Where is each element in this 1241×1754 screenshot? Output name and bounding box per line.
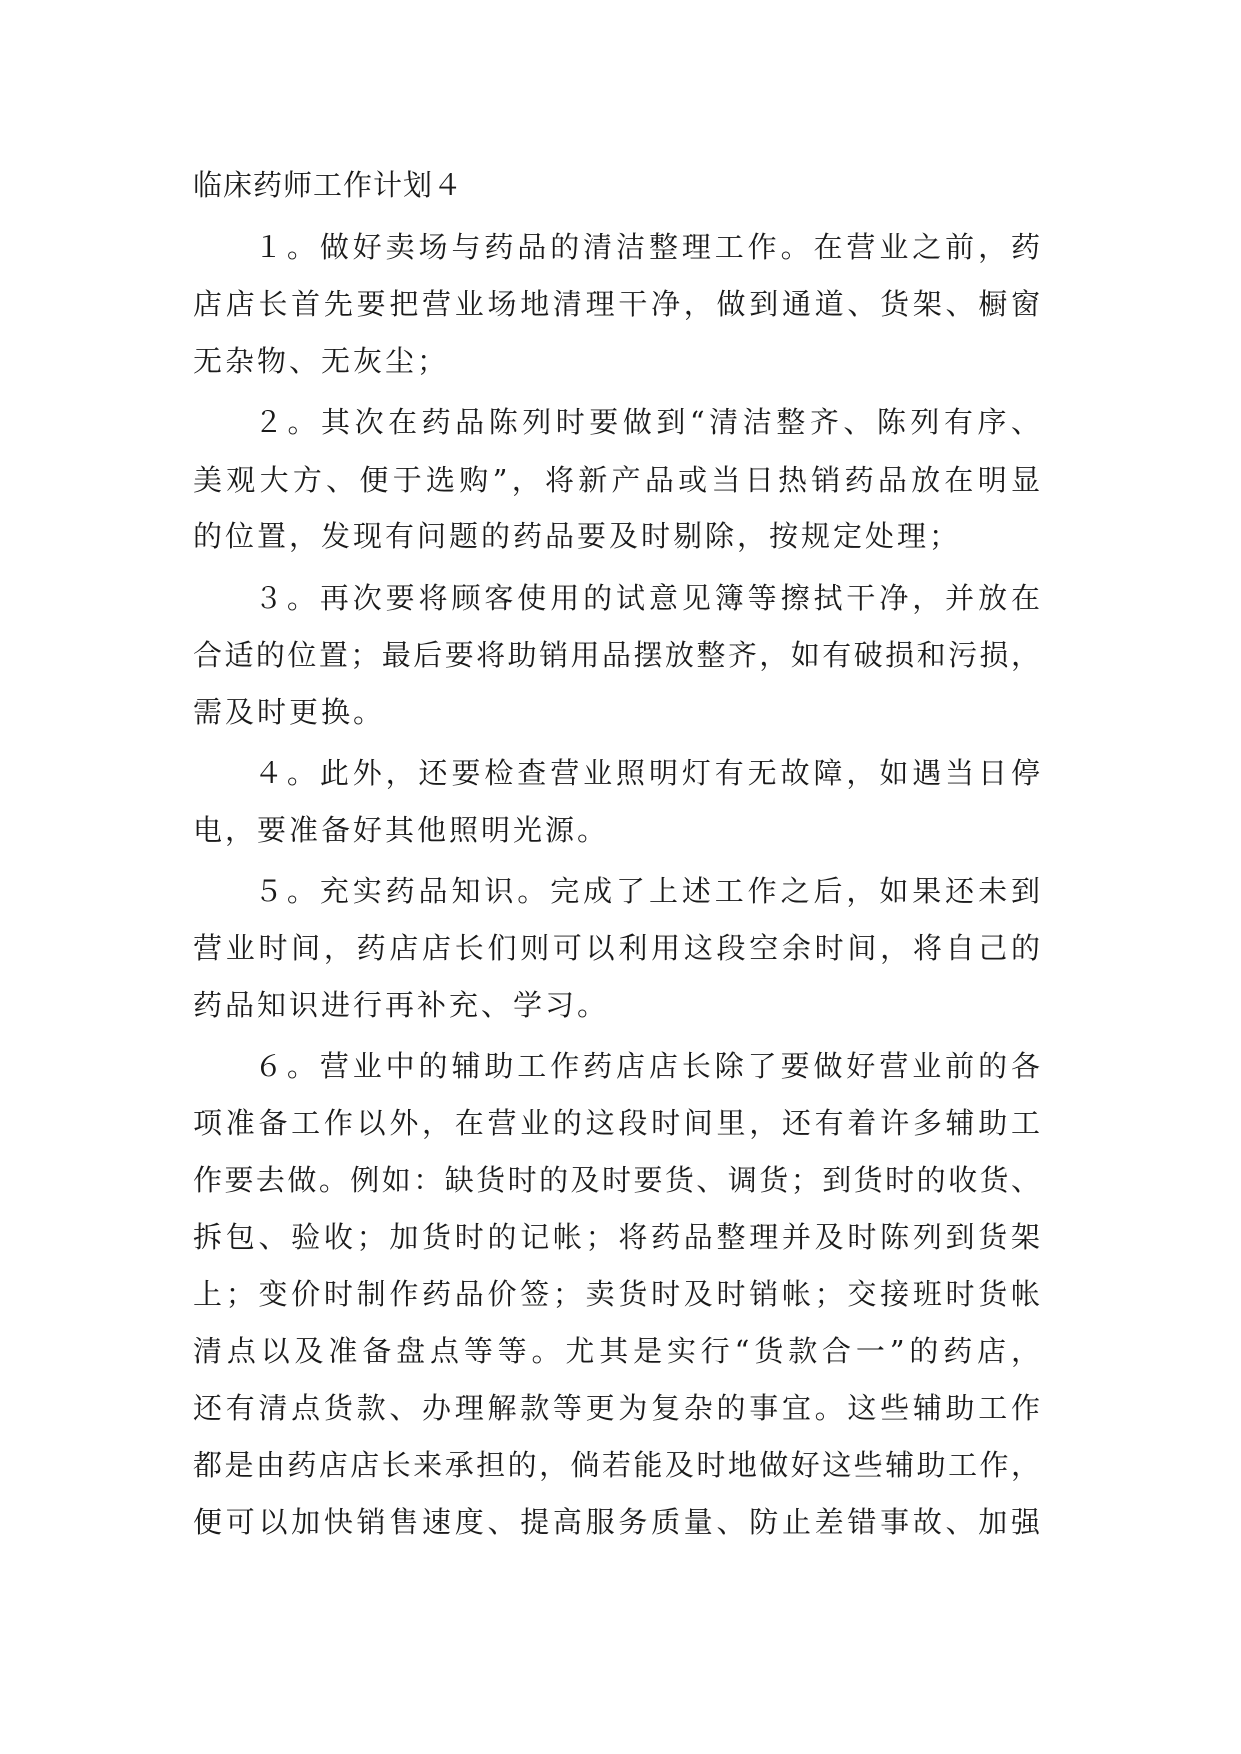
paragraph-6-line-6: 清点以及准备盘点等等。尤其是实行“货款合一”的药店，: [193, 1334, 1040, 1368]
paragraph-6-line-4: 拆包、验收；加货时的记帐；将药品整理并及时陈列到货架: [193, 1220, 1040, 1254]
paragraph-5-line-1: ５。充实药品知识。完成了上述工作之后，如果还未到: [254, 874, 1040, 908]
paragraph-6-line-7: 还有清点货款、办理解款等更为复杂的事宜。这些辅助工作: [193, 1391, 1040, 1425]
paragraph-1-line-1: １。做好卖场与药品的清洁整理工作。在营业之前，药: [254, 230, 1040, 264]
paragraph-6-line-1: ６。营业中的辅助工作药店店长除了要做好营业前的各: [254, 1049, 1040, 1083]
paragraph-3-line-2: 合适的位置；最后要将助销用品摆放整齐，如有破损和污损，: [193, 638, 1040, 672]
paragraph-3-line-3: 需及时更换。: [193, 695, 386, 729]
paragraph-6-line-3: 作要去做。例如：缺货时的及时要货、调货；到货时的收货、: [193, 1163, 1040, 1197]
paragraph-4-line-1: ４。此外，还要检查营业照明灯有无故障，如遇当日停: [254, 756, 1040, 790]
paragraph-2-line-3: 的位置，发现有问题的药品要及时剔除，按规定处理；: [193, 519, 962, 553]
paragraph-1-line-3: 无杂物、无灰尘；: [193, 344, 450, 378]
paragraph-3-line-1: ３。再次要将顾客使用的试意见簿等擦拭干净，并放在: [254, 581, 1040, 615]
paragraph-5-line-3: 药品知识进行再补充、学习。: [193, 988, 610, 1022]
paragraph-2-line-2: 美观大方、便于选购”，将新产品或当日热销药品放在明显: [193, 463, 1040, 497]
paragraph-6-line-2: 项准备工作以外，在营业的这段时间里，还有着许多辅助工: [193, 1106, 1040, 1140]
paragraph-6-line-9: 便可以加快销售速度、提高服务质量、防止差错事故、加强: [193, 1505, 1040, 1539]
paragraph-4-line-2: 电，要准备好其他照明光源。: [193, 813, 610, 847]
paragraph-6-line-8: 都是由药店店长来承担的，倘若能及时地做好这些辅助工作，: [193, 1448, 1040, 1482]
paragraph-2-line-1: ２。其次在药品陈列时要做到“清洁整齐、陈列有序、: [254, 405, 1040, 439]
paragraph-1-line-2: 店店长首先要把营业场地清理干净，做到通道、货架、橱窗: [193, 287, 1040, 321]
document-title: 临床药师工作计划４: [193, 168, 464, 202]
paragraph-5-line-2: 营业时间，药店店长们则可以利用这段空余时间，将自己的: [193, 931, 1040, 965]
paragraph-6-line-5: 上；变价时制作药品价签；卖货时及时销帐；交接班时货帐: [193, 1277, 1040, 1311]
